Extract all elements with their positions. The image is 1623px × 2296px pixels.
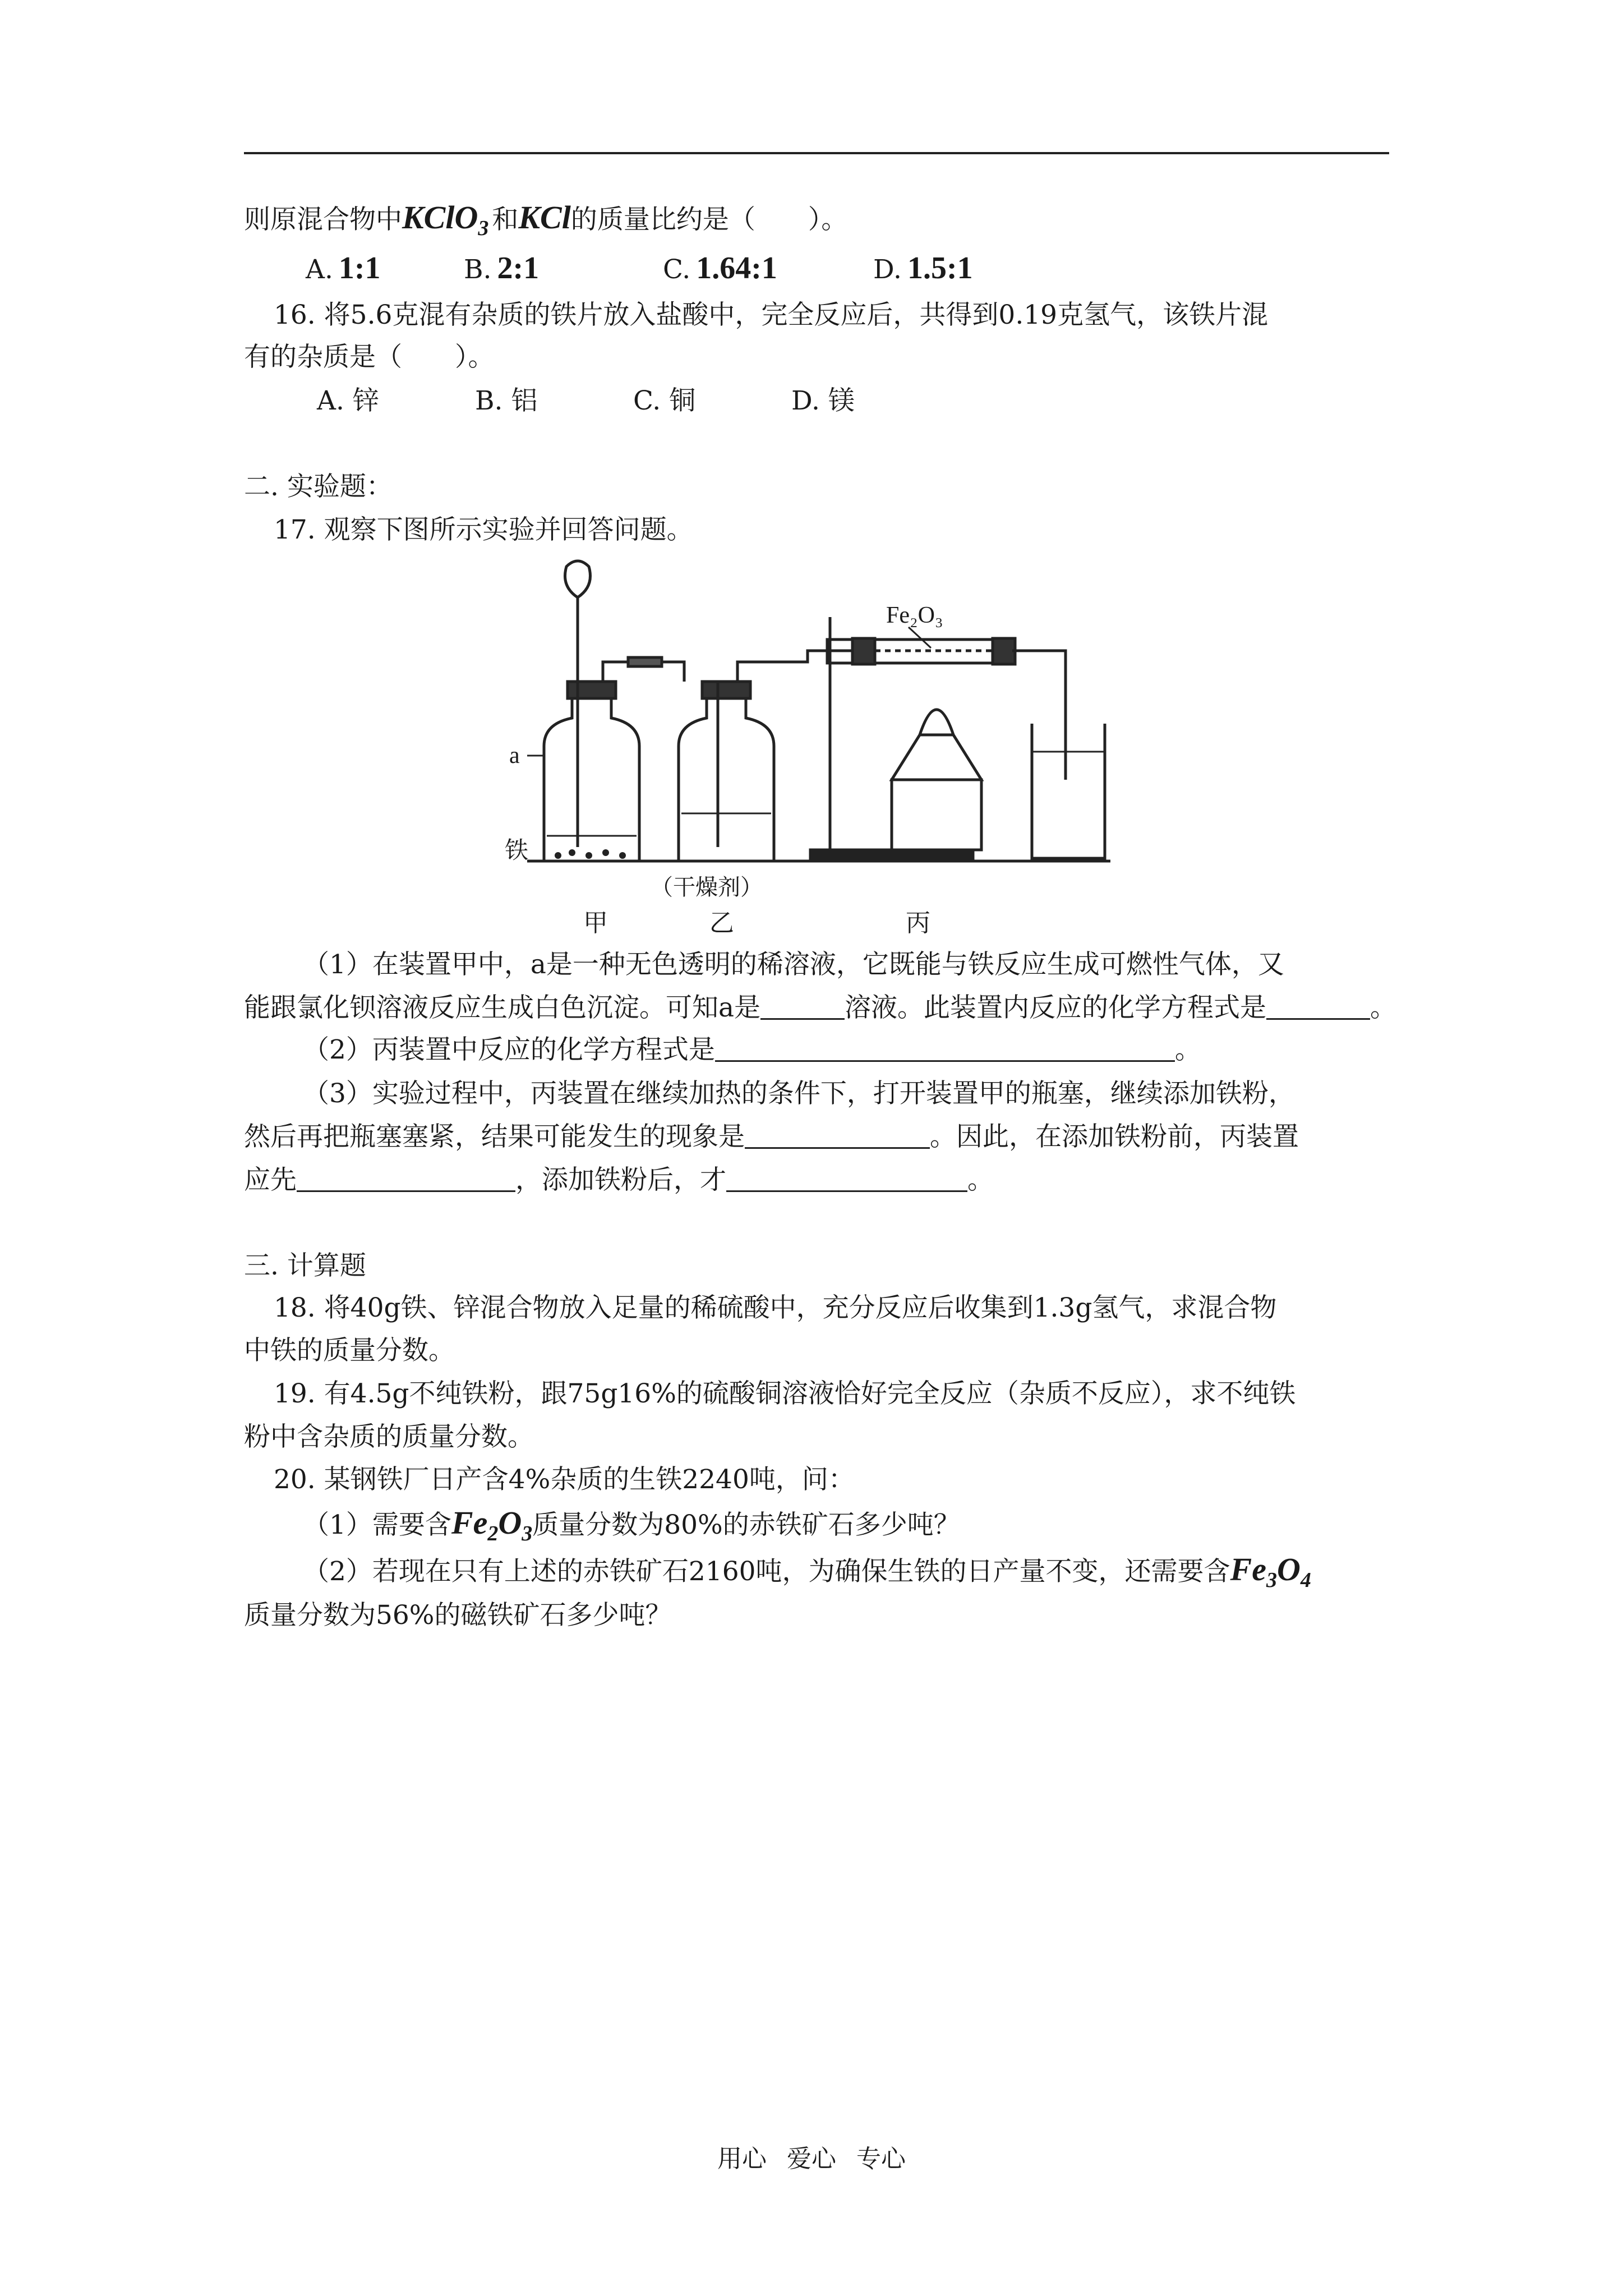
- q20-part2-line2: 质量分数为56%的磁铁矿石多少吨？: [244, 1600, 672, 1631]
- answer-blank-equation-bing[interactable]: [715, 1034, 1175, 1062]
- p3-text-d: ，添加铁粉后，才: [515, 1165, 726, 1195]
- q16-option-b: [475, 384, 633, 418]
- formula-sub: 3: [522, 1522, 533, 1545]
- option-letter: D.: [873, 254, 902, 285]
- q15-option-a: [306, 251, 464, 287]
- q17-p3-line3: [244, 1163, 994, 1197]
- option-value: 镁: [828, 385, 855, 416]
- funnel: [565, 561, 591, 597]
- flame: [920, 710, 953, 735]
- option-letter: B.: [475, 385, 503, 416]
- formula-sub: 4: [1300, 1568, 1311, 1592]
- option-value: 2:1: [497, 251, 540, 286]
- footer-item: 专心: [856, 2145, 906, 2173]
- label-fe2o3-pointer: [909, 627, 931, 648]
- label-fe2o3: Fe₂O₃: [886, 602, 943, 628]
- q17-p1-line2: [244, 991, 1396, 1025]
- q15-text-after: 的质量比约是（ ）。: [570, 204, 848, 235]
- outlet-tube: [1012, 651, 1066, 780]
- q18-line1: 18. 将40g铁、锌混合物放入足量的稀硫酸中，充分反应后收集到1.3g氢气，求混合物: [274, 1292, 1277, 1323]
- label-a: a: [509, 743, 520, 769]
- formula-kclo3: [402, 199, 489, 240]
- p2-text: （2）丙装置中反应的化学方程式是: [303, 1034, 715, 1065]
- option-letter: C.: [663, 254, 691, 285]
- p3-text-b: 。因此，在添加铁粉前，丙装置: [930, 1121, 1299, 1152]
- p3-text-a: 然后再把瓶塞塞紧，结果可能发生的现象是: [244, 1121, 745, 1152]
- tube-clamp: [852, 638, 875, 664]
- section2-title: 二. 实验题：: [244, 471, 393, 502]
- kclo3-sub: 3: [478, 217, 489, 240]
- p3-end: 。: [967, 1165, 994, 1195]
- q16-line2: 有的杂质是（ ）。: [244, 342, 495, 372]
- option-value: 1.5:1: [907, 251, 973, 286]
- apparatus-figure: [505, 555, 1122, 937]
- kclo3-base: KClO: [402, 199, 478, 236]
- q16-option-a: [317, 384, 475, 418]
- option-letter: D.: [791, 385, 820, 416]
- formula-fe3o4: [1230, 1551, 1311, 1592]
- q15-text-and: 和: [492, 204, 519, 235]
- lamp-support: [892, 780, 981, 850]
- q16-line1: 16. 将5.6克混有杂质的铁片放入盐酸中，完全反应后，共得到0.19克氢气，该铁片混: [274, 300, 1269, 330]
- option-value: 铜: [669, 385, 696, 416]
- option-value: 1.64:1: [696, 251, 777, 286]
- formula-kcl: KCl: [518, 199, 571, 236]
- tube-stopper-right: [993, 638, 1015, 664]
- option-value: 铝: [511, 385, 538, 416]
- formula-part: O: [498, 1504, 522, 1541]
- q15-options: [306, 251, 979, 287]
- q16-options: [317, 384, 855, 418]
- label-yi: 乙: [709, 909, 734, 937]
- q15-option-c: [663, 251, 873, 287]
- stopper-jia: [568, 682, 616, 698]
- answer-blank-after[interactable]: [726, 1165, 967, 1192]
- formula-sub: 3: [1266, 1568, 1277, 1592]
- q20-part2-line1: [303, 1553, 1311, 1597]
- option-letter: A.: [306, 254, 333, 285]
- answer-blank-equation-jia[interactable]: [1266, 992, 1370, 1020]
- q16-option-d: [791, 384, 855, 418]
- section3-title: 三. 计算题: [244, 1250, 366, 1281]
- option-letter: B.: [464, 254, 492, 285]
- tube-yi-bing: [737, 651, 852, 682]
- alcohol-lamp: [892, 735, 981, 780]
- p3-text-c: 应先: [244, 1165, 297, 1195]
- stopper-yi: [702, 682, 750, 698]
- q19-line1: 19. 有4.5g不纯铁粉，跟75g16%的硫酸铜溶液恰好完全反应（杂质不反应），求不纯铁: [274, 1378, 1296, 1409]
- page-footer: [0, 2138, 1623, 2174]
- answer-blank-a-solution[interactable]: [760, 992, 845, 1020]
- option-value: 锌: [352, 385, 379, 416]
- label-bing: 丙: [906, 909, 930, 937]
- formula-part: O: [1276, 1551, 1301, 1588]
- formula-part: Fe: [451, 1504, 488, 1541]
- formula-sub: 2: [487, 1522, 499, 1545]
- answer-blank-phenomenon[interactable]: [745, 1121, 930, 1149]
- q20-p1-text-b: 质量分数为80%的赤铁矿石多少吨？: [532, 1510, 960, 1540]
- stand-base: [810, 850, 973, 860]
- q18-line2: 中铁的质量分数。: [244, 1335, 455, 1366]
- q16-option-c: [633, 384, 791, 418]
- q20-line1: 20. 某钢铁厂日产含4%杂质的生铁2240吨，问：: [274, 1464, 855, 1495]
- option-letter: C.: [633, 385, 661, 416]
- p1-text-b: 溶液。此装置内反应的化学方程式是: [845, 992, 1267, 1023]
- bottle-yi: [679, 696, 774, 861]
- q15-option-d: [873, 251, 979, 287]
- q17-p3-line2: [244, 1120, 1299, 1154]
- iron-particles: [555, 849, 626, 859]
- q17-intro: 17. 观察下图所示实验并回答问题。: [274, 514, 693, 545]
- q19-line2: 粉中含杂质的质量分数。: [244, 1421, 534, 1452]
- q20-part1: [303, 1506, 960, 1550]
- footer-item: 用心: [717, 2145, 767, 2173]
- formula-fe2o3: [451, 1504, 533, 1545]
- q15-option-b: [464, 251, 663, 287]
- p1-text-a: 能跟氯化钡溶液反应生成白色沉淀。可知a是: [244, 992, 761, 1023]
- formula-part: Fe: [1230, 1551, 1266, 1588]
- label-jia: 甲: [583, 909, 608, 937]
- q20-p1-text-a: （1）需要含: [303, 1510, 451, 1540]
- header-rule: [244, 152, 1389, 154]
- label-iron: 铁: [505, 838, 529, 864]
- answer-blank-before[interactable]: [297, 1165, 515, 1192]
- p2-end: 。: [1174, 1034, 1201, 1065]
- q15-text-before: 则原混合物中: [244, 204, 402, 235]
- q17-p1-line1: （1）在装置甲中，a是一种无色透明的稀溶液，它既能与铁反应生成可燃性气体，又: [303, 949, 1284, 980]
- option-value: 1:1: [338, 251, 381, 286]
- p1-end: 。: [1370, 992, 1397, 1023]
- option-letter: A.: [317, 385, 344, 416]
- beaker: [1032, 724, 1105, 858]
- q17-p3-line1: （3）实验过程中，丙装置在继续加热的条件下，打开装置甲的瓶塞，继续添加铁粉，: [303, 1078, 1295, 1109]
- rubber-joint: [628, 657, 662, 666]
- q17-p2: [303, 1033, 1201, 1067]
- label-desiccant: （干燥剂）: [651, 875, 763, 900]
- q20-p2-text: （2）若现在只有上述的赤铁矿石2160吨，为确保生铁的日产量不变，还需要含: [303, 1556, 1230, 1587]
- q15-stem: [244, 201, 847, 245]
- footer-item: 爱心: [787, 2145, 836, 2173]
